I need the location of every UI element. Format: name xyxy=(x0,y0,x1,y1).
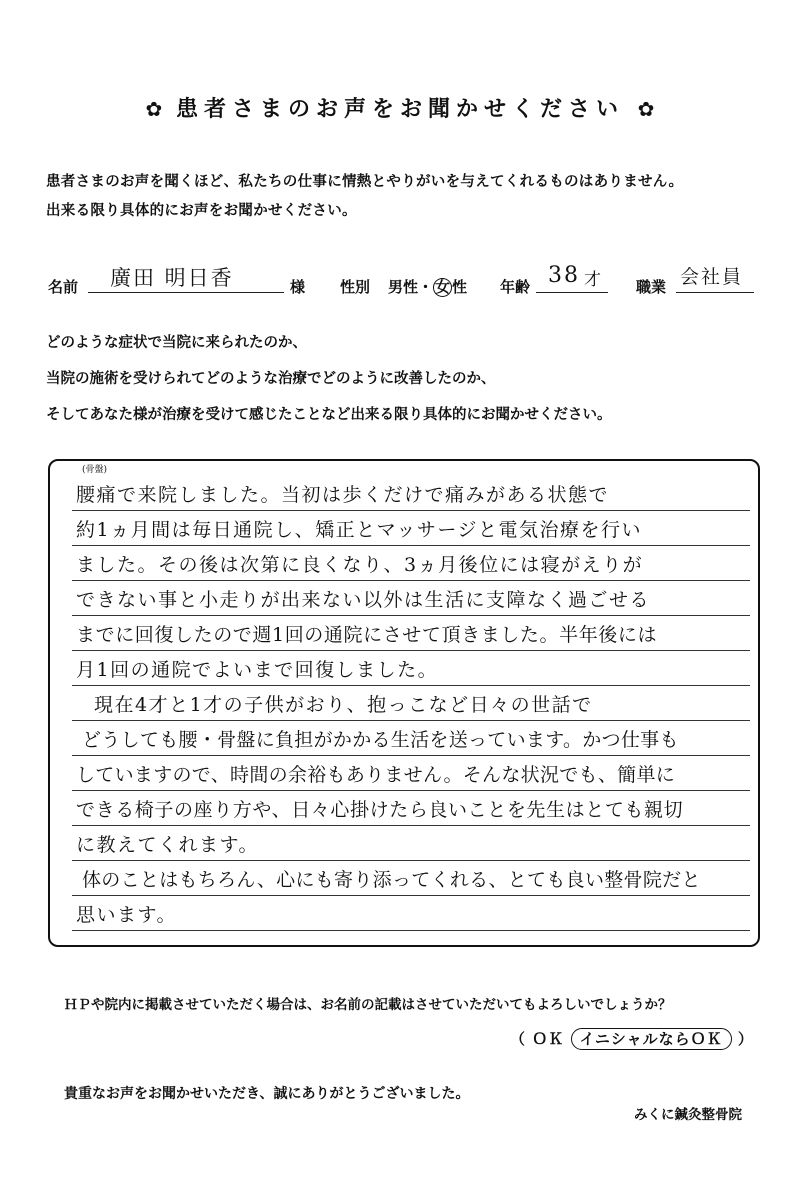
age-label: 年齢 xyxy=(500,278,531,296)
response-line-13: 思います。 xyxy=(76,904,177,926)
response-line-12: 体のことはもちろん、心にも寄り添ってくれる、とても良い整骨院だと xyxy=(82,869,701,891)
question-line-3: そしてあなた様が治療を受けて感じたことなど出来る限り具体的にお聞かせください。 xyxy=(46,407,612,423)
consent-close-paren: ） xyxy=(737,1030,754,1048)
gender-female-circled: 女 xyxy=(435,278,451,296)
rule-line xyxy=(72,510,750,511)
response-line-6: 月1回の通院でよいまで回復しました。 xyxy=(76,659,439,681)
response-line-9: していますので、時間の余裕もありません。そんな状況でも、簡単に xyxy=(76,764,676,786)
response-line-5: までに回復したので週1回の通院にさせて頂きました。半年後には xyxy=(76,624,658,646)
rule-line xyxy=(72,755,750,756)
response-line-7: 現在4才と1才の子供がおり、抱っこなど日々の世話で xyxy=(94,694,593,716)
flower-icon: ✿ xyxy=(637,97,655,121)
response-line-2: 約1ヵ月間は毎日通院し、矯正とマッサージと電気治療を行い xyxy=(76,519,642,541)
rule-line xyxy=(72,720,750,721)
rule-line xyxy=(72,790,750,791)
rule-line xyxy=(72,930,750,931)
name-label: 名前 xyxy=(48,278,79,296)
rule-line xyxy=(72,895,750,896)
response-line-1: 腰痛で来院しました。当初は歩くだけで痛みがある状態で xyxy=(76,484,610,506)
gender-suffix: 性 xyxy=(452,278,468,296)
response-line-4: できない事と小走りが出来ない以外は生活に支障なく過ごせる xyxy=(76,589,651,611)
response-line-3: ました。その後は次第に良くなり、3ヵ月後位には寝がえりが xyxy=(76,554,644,576)
gender-label: 性別 xyxy=(340,278,371,296)
job-underline xyxy=(676,292,754,293)
gender-male-option: 男性・ xyxy=(388,278,434,296)
clinic-name: みくに鍼灸整骨院 xyxy=(634,1107,742,1123)
job-value: 会社員 xyxy=(680,266,744,288)
consent-question: ＨＰや院内に掲載させていただく場合は、お名前の記載はさせていただいてもよろしいでしょうか？ xyxy=(64,997,672,1013)
consent-options xyxy=(510,1028,754,1049)
rule-line xyxy=(72,860,750,861)
age-unit: 才 xyxy=(584,270,603,290)
rule-line xyxy=(72,580,750,581)
thanks-message: 貴重なお声をお聞かせいただき、誠にありがとうございました。 xyxy=(64,1086,470,1102)
response-line-10: できる椅子の座り方や、日々心掛けたら良いことを先生はとても親切 xyxy=(76,799,684,821)
name-underline xyxy=(88,292,284,293)
rule-line xyxy=(72,545,750,546)
consent-open-paren: （ xyxy=(510,1030,527,1048)
rule-line xyxy=(72,825,750,826)
honorific-label: 様 xyxy=(290,278,306,296)
rule-line xyxy=(72,685,750,686)
rule-line xyxy=(72,650,750,651)
gender-options xyxy=(388,276,467,297)
page-title: 患者さまのお声をお聞かせください xyxy=(175,97,624,122)
flower-icon: ✿ xyxy=(145,97,163,121)
response-ruby: (骨盤) xyxy=(82,465,108,475)
rule-line xyxy=(72,615,750,616)
response-line-11: に教えてくれます。 xyxy=(76,834,259,856)
question-line-1: どのような症状で当院に来られたのか、 xyxy=(46,335,307,351)
intro-line-1: 患者さまのお声を聞くほど、私たちの仕事に情熱とやりがいを与えてくれるものはありません。 xyxy=(46,174,684,190)
name-value: 廣田 明日香 xyxy=(110,266,234,290)
response-line-8: どうしても腰・骨盤に負担がかかる生活を送っています。かつ仕事も xyxy=(82,729,679,751)
consent-ok-option: ＯＫ xyxy=(532,1030,565,1048)
job-label: 職業 xyxy=(636,278,667,296)
age-value: 38 xyxy=(548,263,580,288)
question-line-2: 当院の施術を受けられてどのような治療でどのように改善したのか、 xyxy=(46,371,496,387)
age-underline xyxy=(536,292,608,293)
intro-line-2: 出来る限り具体的にお声をお聞かせください。 xyxy=(46,203,357,219)
page-title-row xyxy=(0,92,800,123)
consent-initial-ok-circled: イニシャルならＯＫ xyxy=(571,1028,732,1050)
